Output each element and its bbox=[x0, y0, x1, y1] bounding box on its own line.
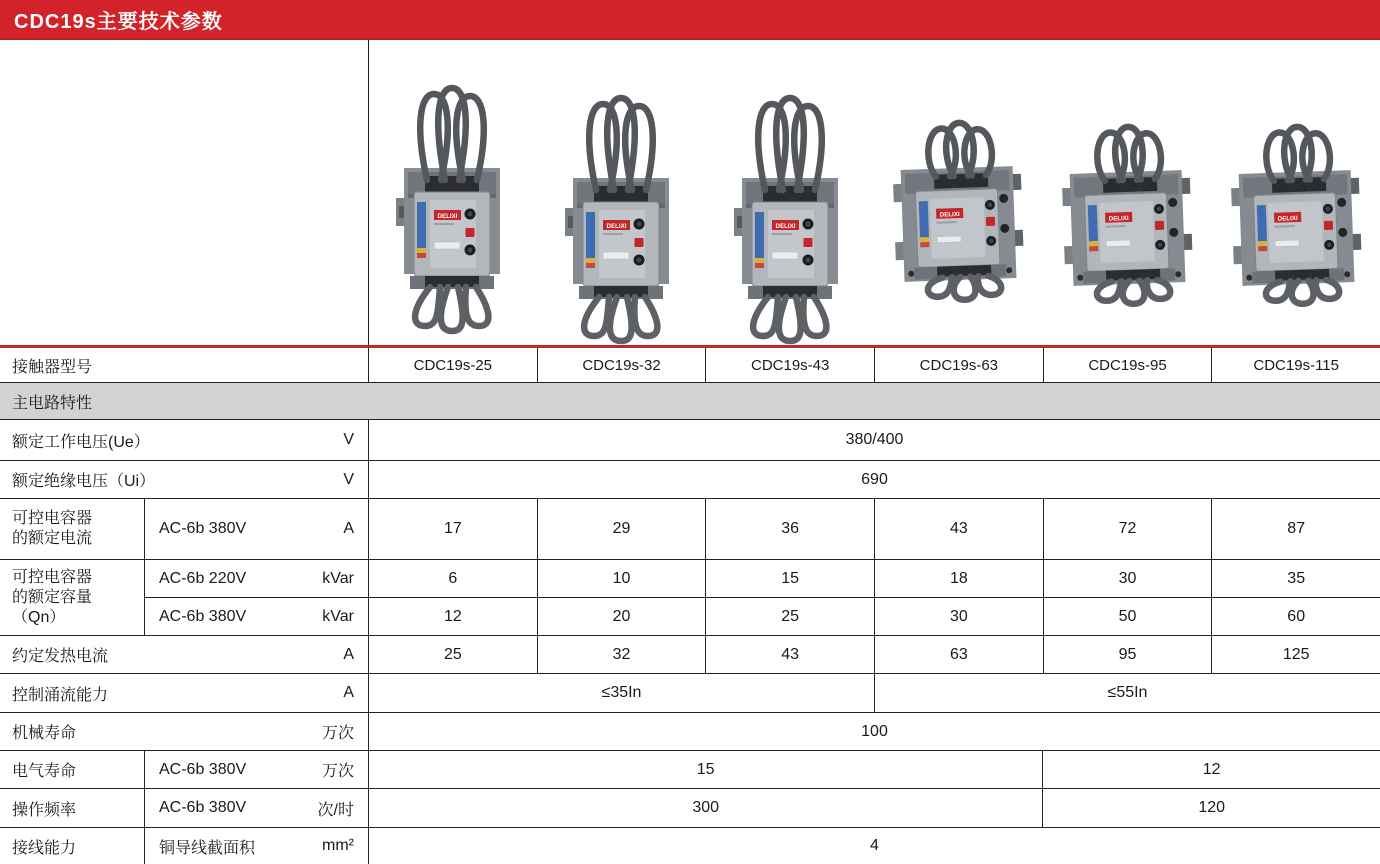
value-cell: 50 bbox=[1044, 598, 1213, 635]
svg-text:DELIXI: DELIXI bbox=[939, 210, 960, 219]
param-unit: kVar bbox=[322, 607, 354, 625]
param-unit: A bbox=[343, 645, 354, 663]
contactor-illustration bbox=[886, 112, 1030, 304]
param-unit: V bbox=[343, 431, 354, 448]
param-label: 额定绝缘电压（Ui） bbox=[12, 473, 156, 490]
contactor-illustration bbox=[390, 80, 514, 338]
value-cell: 20 bbox=[538, 598, 707, 635]
contactor-photo bbox=[886, 112, 1030, 309]
value-cell: 300 bbox=[369, 789, 1043, 827]
value-cell: 17 bbox=[369, 499, 538, 559]
contactor-photo bbox=[390, 80, 514, 343]
value-cell: 87 bbox=[1287, 520, 1306, 537]
condition-label: AC-6b 380V bbox=[159, 520, 247, 537]
model-row-label: 接触器型号 bbox=[12, 358, 93, 376]
param-label: 控制涌流能力 bbox=[12, 686, 109, 704]
svg-text:DELIXI: DELIXI bbox=[606, 223, 627, 230]
svg-text:DELIXI: DELIXI bbox=[437, 213, 458, 220]
model-cell: CDC19s-43 bbox=[706, 348, 875, 382]
value-cell: 72 bbox=[1044, 499, 1213, 559]
condition-label: AC-6b 380V bbox=[159, 799, 247, 816]
row-inrush-capability bbox=[0, 674, 1380, 713]
param-label-line: 可控电容器 bbox=[12, 510, 93, 527]
condition-label: AC-6b 380V bbox=[159, 760, 247, 778]
section-label: 主电路特性 bbox=[12, 394, 93, 412]
param-unit: 次/时 bbox=[317, 801, 354, 819]
param-unit: 万次 bbox=[321, 763, 354, 780]
value-cell: 30 bbox=[1044, 560, 1213, 597]
param-label-line: （Qn） bbox=[12, 608, 66, 626]
row-wiring-capability bbox=[0, 828, 1380, 864]
value-cell: 12 bbox=[369, 598, 538, 635]
value-cell: 29 bbox=[538, 499, 707, 559]
param-unit: A bbox=[343, 520, 354, 537]
value-cell: 100 bbox=[861, 722, 888, 740]
value-cell: 36 bbox=[706, 499, 875, 559]
model-cell: CDC19s-95 bbox=[1044, 348, 1213, 382]
param-label: 操作频率 bbox=[12, 801, 77, 819]
value-cell: 35 bbox=[1287, 569, 1306, 587]
contactor-illustration bbox=[559, 90, 683, 348]
section-main-circuit bbox=[0, 383, 1380, 420]
param-unit: A bbox=[343, 684, 354, 701]
row-model bbox=[0, 348, 1380, 383]
page-header-bar bbox=[0, 0, 1380, 40]
param-label: 额定工作电压(Ue） bbox=[12, 433, 150, 451]
condition-label: 铜导线截面积 bbox=[159, 839, 256, 857]
page-title: CDC19s主要技术参数 bbox=[14, 10, 223, 33]
svg-text:DELIXI: DELIXI bbox=[1108, 214, 1129, 223]
value-cell: 125 bbox=[1282, 645, 1310, 663]
param-unit: 万次 bbox=[321, 725, 354, 742]
value-cell: 4 bbox=[870, 837, 879, 854]
param-unit: V bbox=[343, 470, 354, 488]
param-label-line: 可控电容器 bbox=[12, 568, 93, 586]
value-cell: 60 bbox=[1287, 607, 1306, 625]
value-cell: 12 bbox=[1202, 760, 1221, 778]
model-cell: CDC19s-63 bbox=[875, 348, 1044, 382]
param-unit: kVar bbox=[322, 569, 354, 587]
value-cell: 120 bbox=[1198, 799, 1226, 816]
subrow-qn-380v bbox=[145, 598, 1380, 635]
value-cell: 18 bbox=[875, 560, 1044, 597]
param-label-line: 的额定容量 bbox=[12, 588, 93, 606]
contactor-photo bbox=[1055, 116, 1199, 313]
value-cell: 63 bbox=[875, 636, 1044, 673]
param-unit: mm² bbox=[322, 837, 354, 854]
value-cell: 15 bbox=[369, 751, 1043, 788]
condition-label: AC-6b 380V bbox=[159, 607, 247, 625]
row-thermal-current bbox=[0, 636, 1380, 674]
value-cell: 25 bbox=[706, 598, 875, 635]
condition-label: AC-6b 220V bbox=[159, 569, 247, 587]
value-cell: 95 bbox=[1044, 636, 1213, 673]
row-capacitor-rated-capacity bbox=[0, 560, 1380, 636]
param-label: 电气寿命 bbox=[12, 763, 77, 780]
value-cell: ≤55In bbox=[1107, 684, 1148, 701]
value-cell: 32 bbox=[538, 636, 707, 673]
spec-table bbox=[0, 348, 1380, 864]
value-cell: 10 bbox=[538, 560, 707, 597]
row-mechanical-life bbox=[0, 713, 1380, 751]
subrow-qn-220v bbox=[145, 560, 1380, 598]
row-rated-working-voltage bbox=[0, 420, 1380, 461]
svg-text:DELIXI: DELIXI bbox=[775, 223, 796, 230]
param-label: 约定发热电流 bbox=[12, 648, 109, 665]
value-cell: 690 bbox=[861, 470, 888, 488]
value-cell: 6 bbox=[369, 560, 538, 597]
value-cell: 380/400 bbox=[845, 431, 904, 448]
contactor-illustration bbox=[728, 90, 852, 348]
model-cell: CDC19s-32 bbox=[538, 348, 707, 382]
value-cell: 43 bbox=[706, 636, 875, 673]
column-divider-line bbox=[368, 40, 369, 345]
row-capacitor-rated-current bbox=[0, 499, 1380, 560]
param-label-line: 的额定电流 bbox=[12, 530, 93, 547]
value-cell: 30 bbox=[875, 598, 1044, 635]
value-cell: 25 bbox=[369, 636, 538, 673]
contactor-illustration bbox=[1055, 116, 1199, 308]
row-rated-insulation-voltage bbox=[0, 461, 1380, 499]
svg-text:DELIXI: DELIXI bbox=[1277, 214, 1298, 223]
contactor-illustration bbox=[1224, 116, 1368, 308]
contactor-photo bbox=[559, 90, 683, 353]
param-label: 机械寿命 bbox=[12, 725, 77, 742]
row-electrical-life bbox=[0, 751, 1380, 789]
param-label: 接线能力 bbox=[12, 839, 77, 857]
model-cell: CDC19s-25 bbox=[369, 348, 538, 382]
value-cell: 15 bbox=[706, 560, 875, 597]
row-operating-frequency bbox=[0, 789, 1380, 828]
contactor-photo bbox=[1224, 116, 1368, 313]
contactor-photo bbox=[728, 90, 852, 353]
value-cell: 43 bbox=[875, 499, 1044, 559]
product-photo-area bbox=[0, 40, 1380, 345]
value-cell: ≤35In bbox=[369, 674, 875, 712]
model-cell: CDC19s-115 bbox=[1253, 356, 1339, 374]
